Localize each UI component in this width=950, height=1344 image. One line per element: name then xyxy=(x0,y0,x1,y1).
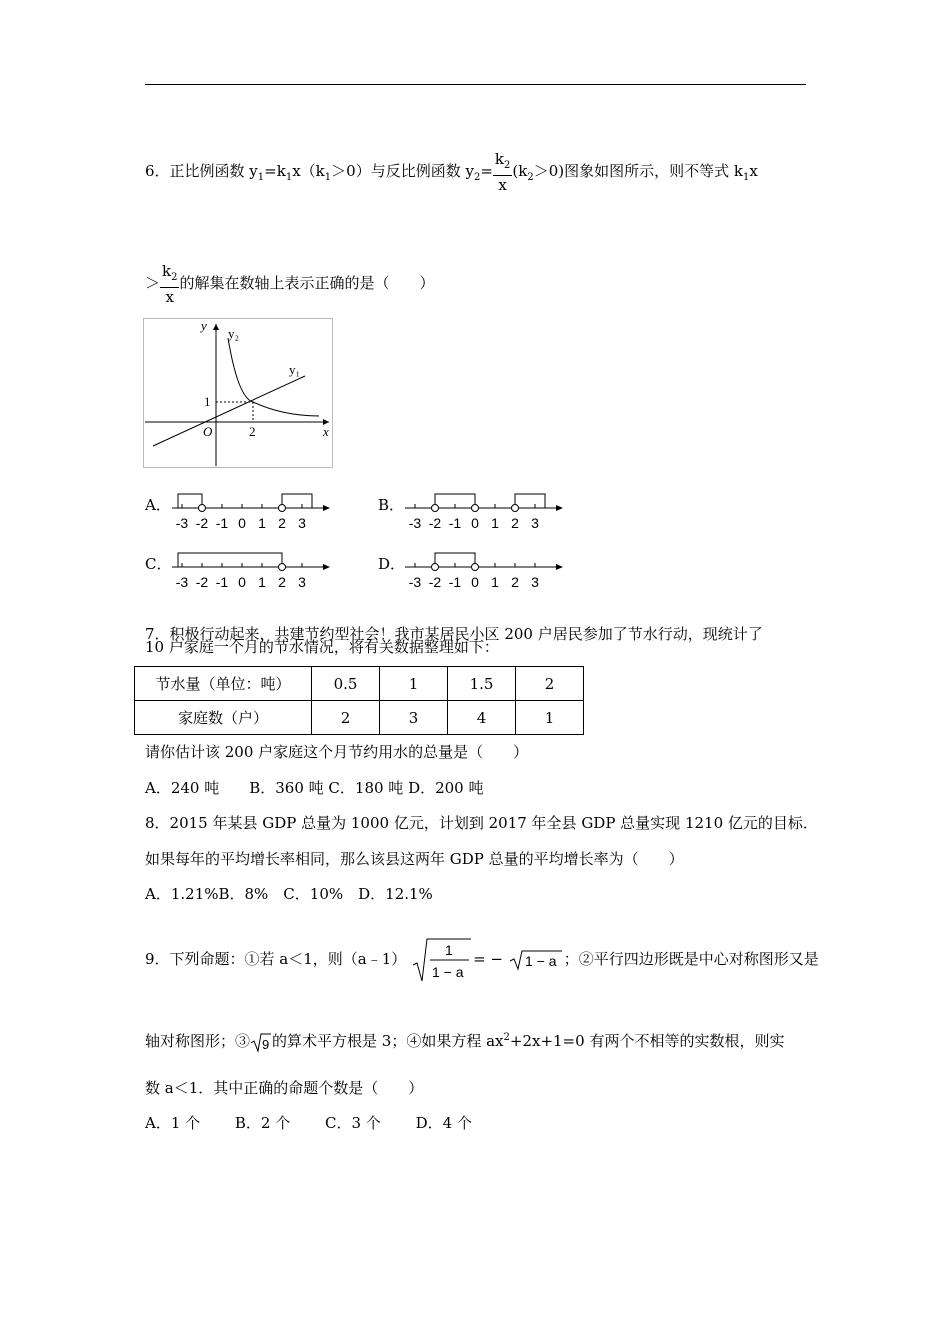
tick-label: 0 xyxy=(238,515,246,531)
q6-option-b-label: B． xyxy=(378,496,405,514)
tick-label: -3 xyxy=(408,574,422,590)
tick-label: 1 xyxy=(491,515,499,531)
q7-data-table xyxy=(134,666,584,735)
tick-label: -3 xyxy=(175,515,189,531)
open-circle xyxy=(199,505,206,512)
q9-line1: 9．下列命题：①若 a＜1，则（a﹣1） 1 1 − a = − 1 − a ；②平行四边形既是中心对称图形又是 xyxy=(145,937,819,983)
tick-label: 0 xyxy=(471,574,479,590)
x-two-label: 2 xyxy=(249,424,256,439)
table-cell: 1.5 xyxy=(448,667,516,701)
tick-label: 0 xyxy=(238,574,246,590)
q6-option-c-label: C． xyxy=(145,555,172,573)
q8-line2: 如果每年的平均增长率相同，那么该县这两年 GDP 总量的平均增长率为（ ） xyxy=(145,850,684,868)
tick-label: -1 xyxy=(448,574,462,590)
tick-label: -1 xyxy=(448,515,462,531)
q9-sqrt-fraction xyxy=(411,937,473,983)
table-cell: 家庭数（户） xyxy=(135,701,312,735)
q6-line2: ＞ $\frac{k_2}{x}$ 的解集在数轴上表示正确的是（ ） xyxy=(145,262,435,306)
table-row xyxy=(135,701,584,735)
tick-label: -1 xyxy=(215,574,229,590)
arrow-head xyxy=(323,564,330,570)
y-one-label: 1 xyxy=(204,394,211,409)
open-circle xyxy=(512,505,519,512)
arrow-head xyxy=(323,505,330,511)
svg-text:1 − a: 1 − a xyxy=(524,953,557,969)
y1-label: y₁ xyxy=(289,362,301,377)
open-circle xyxy=(279,564,286,571)
table-cell: 节水量（单位：吨） xyxy=(135,667,312,701)
tick-label: 0 xyxy=(471,515,479,531)
solution-segment xyxy=(282,494,312,508)
table-cell: 2 xyxy=(516,667,584,701)
tick-label: -3 xyxy=(175,574,189,590)
q7-options[interactable]: A．240 吨 B．360 吨 C．180 吨 D．200 吨 xyxy=(145,779,484,797)
q6-function-graph xyxy=(143,318,333,468)
tick-label: 2 xyxy=(278,515,286,531)
open-circle xyxy=(279,505,286,512)
tick-label: 1 xyxy=(258,574,266,590)
table-cell: 1 xyxy=(516,701,584,735)
table-cell: 1 xyxy=(380,667,448,701)
svg-text:1 − a: 1 − a xyxy=(432,964,464,980)
table-cell: 3 xyxy=(380,701,448,735)
open-circle xyxy=(472,564,479,571)
tick-label: 3 xyxy=(298,574,306,590)
tick-label: -2 xyxy=(195,574,209,590)
open-circle xyxy=(432,505,439,512)
solution-segment xyxy=(515,494,545,508)
q8-options[interactable]: A．1.21%B．8% C．10% D．12.1% xyxy=(145,885,433,903)
tick-label: -2 xyxy=(195,515,209,531)
tick-label: -2 xyxy=(428,515,442,531)
q8-line1: 8．2015 年某县 GDP 总量为 1000 亿元，计划到 2017 年全县 GDP 总量实现 1210 亿元的目标． xyxy=(145,814,818,832)
header-rule xyxy=(145,84,806,85)
svg-text:9: 9 xyxy=(262,1037,270,1052)
tick-label: -1 xyxy=(215,515,229,531)
origin-label: O xyxy=(203,424,213,439)
q9-sqrt-rhs xyxy=(508,949,564,971)
y-axis-label: y xyxy=(201,318,207,333)
solution-segment xyxy=(178,553,282,567)
tick-label: -2 xyxy=(428,574,442,590)
tick-label: 1 xyxy=(258,515,266,531)
q9-line2: 轴对称图形；③ 9 的算术平方根是 3；④如果方程 $ax^2+2x+1=0$ 有两个不相等的实数根，则实 xyxy=(145,1032,785,1052)
x-axis-label: x xyxy=(323,424,329,439)
q6-option-b-numberline[interactable] xyxy=(403,490,568,532)
open-circle xyxy=(472,505,479,512)
q6-option-a-label: A． xyxy=(145,496,171,514)
table-cell: 4 xyxy=(448,701,516,735)
tick-label: 1 xyxy=(491,574,499,590)
tick-label: 3 xyxy=(531,515,539,531)
open-circle xyxy=(432,564,439,571)
tick-label: 3 xyxy=(531,574,539,590)
q6-line1: 6．正比例函数 $y_1=k_1x(k_1>0)$与反比例函数 $y_2=$ $\frac{k_2}{x}$ $(k_2>0)$图象如图所示，则不等式 $k_1x$ xyxy=(145,150,758,194)
table-cell: 2 xyxy=(312,701,380,735)
tick-label: 2 xyxy=(511,574,519,590)
arrow-head xyxy=(556,564,563,570)
q6-option-c-numberline[interactable] xyxy=(170,549,335,591)
q6-option-a-numberline[interactable] xyxy=(170,490,335,532)
q9-options[interactable]: A．1 个 B．2 个 C．3 个 D．4 个 xyxy=(145,1114,472,1132)
table-cell: 0.5 xyxy=(312,667,380,701)
tick-label: 2 xyxy=(511,515,519,531)
q9-line3: 数 a＜1．其中正确的命题个数是（ ） xyxy=(145,1079,424,1097)
q7-question: 请你估计该 200 户家庭这个月节约用水的总量是（ ） xyxy=(145,743,529,761)
q6-fraction: $\frac{k_2}{x}$ xyxy=(494,150,511,194)
tick-label: -3 xyxy=(408,515,422,531)
svg-text:1: 1 xyxy=(445,942,453,958)
arrow-head xyxy=(556,505,563,511)
q7-line1: 7．积极行动起来，共建节约型社会！我市某居民小区 200 户居民参加了节水行动，现统计了 xyxy=(145,625,763,643)
tick-label: 2 xyxy=(278,574,286,590)
tick-label: 3 xyxy=(298,515,306,531)
q6-option-d-label: D． xyxy=(378,555,406,573)
q7-line2: 10 户家庭一个月的节水情况，将有关数据整理如下： xyxy=(145,638,499,656)
y2-label: y₂ xyxy=(228,326,240,341)
q6-option-d-numberline[interactable] xyxy=(403,549,568,591)
table-row xyxy=(135,667,584,701)
